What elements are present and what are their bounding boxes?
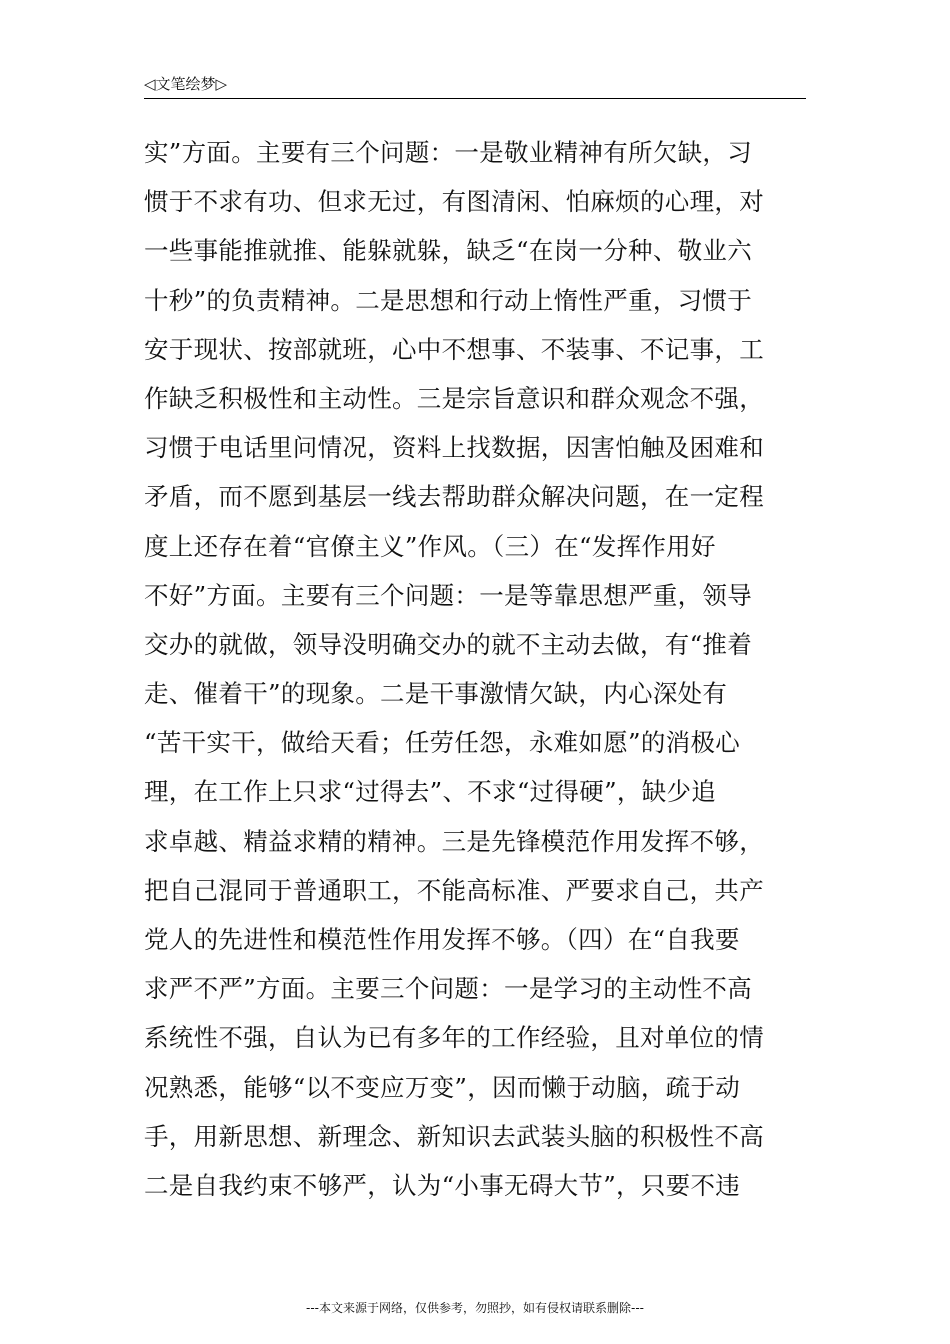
body-line: 把自己混同于普通职工，不能高标准、严要求自己，共产 (144, 875, 764, 905)
body-line: 党人的先进性和模范性作用发挥不够。（四）在“自我要 (144, 925, 740, 954)
body-line: 不好”方面。主要有三个问题：一是等靠思想严重，领导 (144, 580, 753, 610)
header-title: ◁文笔绘梦▷ (144, 75, 228, 93)
body-line: 况熟悉，能够“以不变应万变”，因而懒于动脑，疏于动 (144, 1072, 741, 1102)
body-line: 求卓越、精益求精的精神。三是先锋模范作用发挥不够， (144, 826, 764, 856)
body-line: 度上还存在着“官僚主义”作风。（三）在“发挥作用好 (144, 531, 716, 561)
body-line: 二是自我约束不够严，认为“小事无碍大节”，只要不违 (144, 1170, 741, 1200)
body-line: 系统性不强，自认为已有多年的工作经验，且对单位的情 (144, 1023, 764, 1053)
document-body (144, 128, 814, 1210)
body-line: 一些事能推就推、能躲就躲，缺乏“在岗一分种、敬业六 (144, 236, 753, 266)
body-line: 走、催着干”的现象。二是干事激情欠缺，内心深处有 (144, 679, 728, 709)
body-line: 惯于不求有功、但求无过，有图清闲、怕麻烦的心理，对 (144, 187, 764, 217)
body-line: 习惯于电话里问情况，资料上找数据，因害怕触及困难和 (144, 433, 764, 463)
body-line: 十秒”的负责精神。二是思想和行动上惰性严重，习惯于 (144, 285, 753, 315)
body-line: 交办的就做，领导没明确交办的就不主动去做，有“推着 (144, 629, 753, 659)
body-line: 安于现状、按部就班，心中不想事、不装事、不记事，工 (144, 334, 764, 364)
body-line: 求严不严”方面。主要三个问题：一是学习的主动性不高 (144, 974, 753, 1004)
body-line: 矛盾，而不愿到基层一线去帮助群众解决问题，在一定程 (144, 482, 764, 512)
body-line: “苦干实干，做给天看；任劳任怨，永难如愿”的消极心 (144, 728, 741, 758)
body-line: 作缺乏积极性和主动性。三是宗旨意识和群众观念不强， (144, 383, 764, 413)
page-header (144, 74, 806, 99)
body-line: 实”方面。主要有三个问题：一是敬业精神有所欠缺，习 (144, 138, 753, 167)
body-line: 理，在工作上只求“过得去”、不求“过得硬”，缺少追 (144, 777, 717, 807)
footer-disclaimer: ---本文来源于网络，仅供参考，勿照抄，如有侵权请联系删除--- (306, 1301, 644, 1315)
body-line: 手，用新思想、新理念、新知识去武装头脑的积极性不高 (144, 1121, 764, 1151)
